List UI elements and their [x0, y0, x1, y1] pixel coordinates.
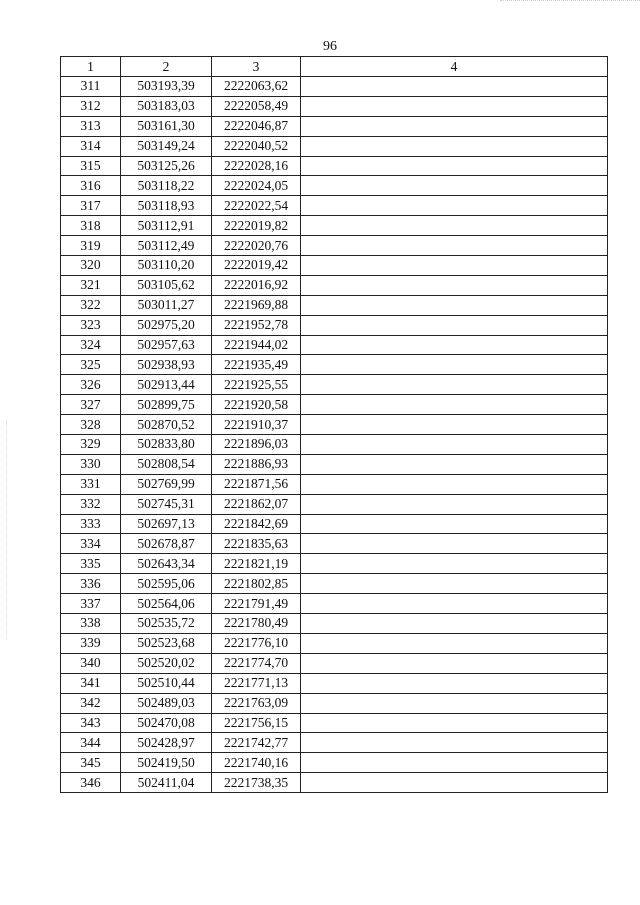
note-cell — [301, 395, 608, 415]
point-number-cell: 338 — [61, 614, 121, 634]
y-coordinate-cell: 2221896,03 — [212, 435, 301, 455]
column-header: 3 — [212, 57, 301, 77]
note-cell — [301, 355, 608, 375]
note-cell — [301, 295, 608, 315]
y-coordinate-cell: 2222022,54 — [212, 196, 301, 216]
x-coordinate-cell: 502595,06 — [121, 574, 212, 594]
x-coordinate-cell: 502643,34 — [121, 554, 212, 574]
x-coordinate-cell: 502957,63 — [121, 335, 212, 355]
point-number-cell: 339 — [61, 633, 121, 653]
table-row — [61, 77, 608, 97]
table-row — [61, 594, 608, 614]
note-cell — [301, 753, 608, 773]
x-coordinate-cell: 503112,91 — [121, 216, 212, 236]
x-coordinate-cell: 502411,04 — [121, 773, 212, 793]
page-number: 96 — [323, 39, 337, 54]
table-row — [61, 315, 608, 335]
table-row — [61, 673, 608, 693]
x-coordinate-cell: 502428,97 — [121, 733, 212, 753]
table-row — [61, 614, 608, 634]
note-cell — [301, 435, 608, 455]
y-coordinate-cell: 2222058,49 — [212, 96, 301, 116]
table-row — [61, 216, 608, 236]
y-coordinate-cell: 2222063,62 — [212, 77, 301, 97]
x-coordinate-cell: 502833,80 — [121, 435, 212, 455]
column-header: 4 — [301, 57, 608, 77]
x-coordinate-cell: 503149,24 — [121, 136, 212, 156]
point-number-cell: 321 — [61, 275, 121, 295]
note-cell — [301, 77, 608, 97]
note-cell — [301, 554, 608, 574]
scan-artifact-top — [500, 0, 640, 7]
point-number-cell: 316 — [61, 176, 121, 196]
note-cell — [301, 275, 608, 295]
table-row — [61, 236, 608, 256]
x-coordinate-cell: 502510,44 — [121, 673, 212, 693]
table-row — [61, 435, 608, 455]
table-row — [61, 733, 608, 753]
table-row — [61, 96, 608, 116]
point-number-cell: 314 — [61, 136, 121, 156]
point-number-cell: 320 — [61, 256, 121, 276]
column-header: 2 — [121, 57, 212, 77]
y-coordinate-cell: 2221742,77 — [212, 733, 301, 753]
table-row — [61, 574, 608, 594]
point-number-cell: 315 — [61, 156, 121, 176]
point-number-cell: 333 — [61, 514, 121, 534]
y-coordinate-cell: 2221871,56 — [212, 474, 301, 494]
note-cell — [301, 236, 608, 256]
y-coordinate-cell: 2222046,87 — [212, 116, 301, 136]
x-coordinate-cell: 502975,20 — [121, 315, 212, 335]
table-row — [61, 653, 608, 673]
point-number-cell: 341 — [61, 673, 121, 693]
table-row — [61, 554, 608, 574]
note-cell — [301, 633, 608, 653]
y-coordinate-cell: 2221969,88 — [212, 295, 301, 315]
table-body — [61, 77, 608, 793]
y-coordinate-cell: 2221763,09 — [212, 693, 301, 713]
y-coordinate-cell: 2222040,52 — [212, 136, 301, 156]
point-number-cell: 345 — [61, 753, 121, 773]
note-cell — [301, 136, 608, 156]
table-header-row — [61, 57, 608, 77]
point-number-cell: 335 — [61, 554, 121, 574]
table-row — [61, 633, 608, 653]
point-number-cell: 340 — [61, 653, 121, 673]
point-number-cell: 324 — [61, 335, 121, 355]
note-cell — [301, 375, 608, 395]
x-coordinate-cell: 503161,30 — [121, 116, 212, 136]
table-row — [61, 355, 608, 375]
point-number-cell: 342 — [61, 693, 121, 713]
point-number-cell: 318 — [61, 216, 121, 236]
x-coordinate-cell: 503125,26 — [121, 156, 212, 176]
point-number-cell: 336 — [61, 574, 121, 594]
x-coordinate-cell: 502419,50 — [121, 753, 212, 773]
note-cell — [301, 474, 608, 494]
x-coordinate-cell: 503112,49 — [121, 236, 212, 256]
y-coordinate-cell: 2222016,92 — [212, 275, 301, 295]
y-coordinate-cell: 2221935,49 — [212, 355, 301, 375]
note-cell — [301, 733, 608, 753]
table-row — [61, 454, 608, 474]
x-coordinate-cell: 502899,75 — [121, 395, 212, 415]
table-row — [61, 116, 608, 136]
point-number-cell: 330 — [61, 454, 121, 474]
y-coordinate-cell: 2221821,19 — [212, 554, 301, 574]
note-cell — [301, 256, 608, 276]
table-row — [61, 196, 608, 216]
point-number-cell: 334 — [61, 534, 121, 554]
note-cell — [301, 653, 608, 673]
y-coordinate-cell: 2221835,63 — [212, 534, 301, 554]
y-coordinate-cell: 2221886,93 — [212, 454, 301, 474]
point-number-cell: 311 — [61, 77, 121, 97]
y-coordinate-cell: 2221771,13 — [212, 673, 301, 693]
note-cell — [301, 156, 608, 176]
point-number-cell: 325 — [61, 355, 121, 375]
y-coordinate-cell: 2221738,35 — [212, 773, 301, 793]
y-coordinate-cell: 2221802,85 — [212, 574, 301, 594]
point-number-cell: 317 — [61, 196, 121, 216]
y-coordinate-cell: 2222019,82 — [212, 216, 301, 236]
y-coordinate-cell: 2221780,49 — [212, 614, 301, 634]
point-number-cell: 337 — [61, 594, 121, 614]
x-coordinate-cell: 503110,20 — [121, 256, 212, 276]
y-coordinate-cell: 2221952,78 — [212, 315, 301, 335]
y-coordinate-cell: 2222024,05 — [212, 176, 301, 196]
y-coordinate-cell: 2222019,42 — [212, 256, 301, 276]
x-coordinate-cell: 503118,22 — [121, 176, 212, 196]
table-row — [61, 474, 608, 494]
table-row — [61, 176, 608, 196]
note-cell — [301, 315, 608, 335]
note-cell — [301, 693, 608, 713]
x-coordinate-cell: 502678,87 — [121, 534, 212, 554]
note-cell — [301, 614, 608, 634]
x-coordinate-cell: 502769,99 — [121, 474, 212, 494]
x-coordinate-cell: 502489,03 — [121, 693, 212, 713]
note-cell — [301, 494, 608, 514]
x-coordinate-cell: 502564,06 — [121, 594, 212, 614]
table-row — [61, 136, 608, 156]
point-number-cell: 323 — [61, 315, 121, 335]
y-coordinate-cell: 2221944,02 — [212, 335, 301, 355]
note-cell — [301, 415, 608, 435]
y-coordinate-cell: 2221842,69 — [212, 514, 301, 534]
table-row — [61, 494, 608, 514]
note-cell — [301, 196, 608, 216]
point-number-cell: 329 — [61, 435, 121, 455]
y-coordinate-cell: 2221862,07 — [212, 494, 301, 514]
x-coordinate-cell: 502870,52 — [121, 415, 212, 435]
x-coordinate-cell: 503183,03 — [121, 96, 212, 116]
point-number-cell: 328 — [61, 415, 121, 435]
table-row — [61, 156, 608, 176]
x-coordinate-cell: 502523,68 — [121, 633, 212, 653]
note-cell — [301, 574, 608, 594]
x-coordinate-cell: 502913,44 — [121, 375, 212, 395]
y-coordinate-cell: 2221910,37 — [212, 415, 301, 435]
note-cell — [301, 773, 608, 793]
table-row — [61, 415, 608, 435]
table-row — [61, 295, 608, 315]
note-cell — [301, 335, 608, 355]
y-coordinate-cell: 2222028,16 — [212, 156, 301, 176]
point-number-cell: 319 — [61, 236, 121, 256]
point-number-cell: 327 — [61, 395, 121, 415]
point-number-cell: 326 — [61, 375, 121, 395]
note-cell — [301, 713, 608, 733]
point-number-cell: 331 — [61, 474, 121, 494]
table-row — [61, 693, 608, 713]
y-coordinate-cell: 2221925,55 — [212, 375, 301, 395]
point-number-cell: 322 — [61, 295, 121, 315]
y-coordinate-cell: 2221774,70 — [212, 653, 301, 673]
x-coordinate-cell: 502745,31 — [121, 494, 212, 514]
note-cell — [301, 673, 608, 693]
scan-artifact-left — [6, 420, 8, 640]
x-coordinate-cell: 502697,13 — [121, 514, 212, 534]
note-cell — [301, 116, 608, 136]
x-coordinate-cell: 503105,62 — [121, 275, 212, 295]
y-coordinate-cell: 2221756,15 — [212, 713, 301, 733]
table-row — [61, 773, 608, 793]
x-coordinate-cell: 502520,02 — [121, 653, 212, 673]
x-coordinate-cell: 502938,93 — [121, 355, 212, 375]
point-number-cell: 313 — [61, 116, 121, 136]
x-coordinate-cell: 502808,54 — [121, 454, 212, 474]
point-number-cell: 332 — [61, 494, 121, 514]
point-number-cell: 346 — [61, 773, 121, 793]
point-number-cell: 312 — [61, 96, 121, 116]
table-row — [61, 375, 608, 395]
x-coordinate-cell: 503118,93 — [121, 196, 212, 216]
point-number-cell: 343 — [61, 713, 121, 733]
table-row — [61, 514, 608, 534]
table-row — [61, 275, 608, 295]
table-row — [61, 335, 608, 355]
note-cell — [301, 594, 608, 614]
coordinates-table — [60, 56, 608, 793]
table-row — [61, 534, 608, 554]
note-cell — [301, 534, 608, 554]
point-number-cell: 344 — [61, 733, 121, 753]
y-coordinate-cell: 2221740,16 — [212, 753, 301, 773]
y-coordinate-cell: 2222020,76 — [212, 236, 301, 256]
x-coordinate-cell: 503193,39 — [121, 77, 212, 97]
note-cell — [301, 96, 608, 116]
table-row — [61, 753, 608, 773]
y-coordinate-cell: 2221920,58 — [212, 395, 301, 415]
note-cell — [301, 454, 608, 474]
x-coordinate-cell: 502470,08 — [121, 713, 212, 733]
table-row — [61, 256, 608, 276]
x-coordinate-cell: 502535,72 — [121, 614, 212, 634]
y-coordinate-cell: 2221776,10 — [212, 633, 301, 653]
note-cell — [301, 216, 608, 236]
table-row — [61, 395, 608, 415]
y-coordinate-cell: 2221791,49 — [212, 594, 301, 614]
x-coordinate-cell: 503011,27 — [121, 295, 212, 315]
note-cell — [301, 176, 608, 196]
note-cell — [301, 514, 608, 534]
table-row — [61, 713, 608, 733]
column-header: 1 — [61, 57, 121, 77]
